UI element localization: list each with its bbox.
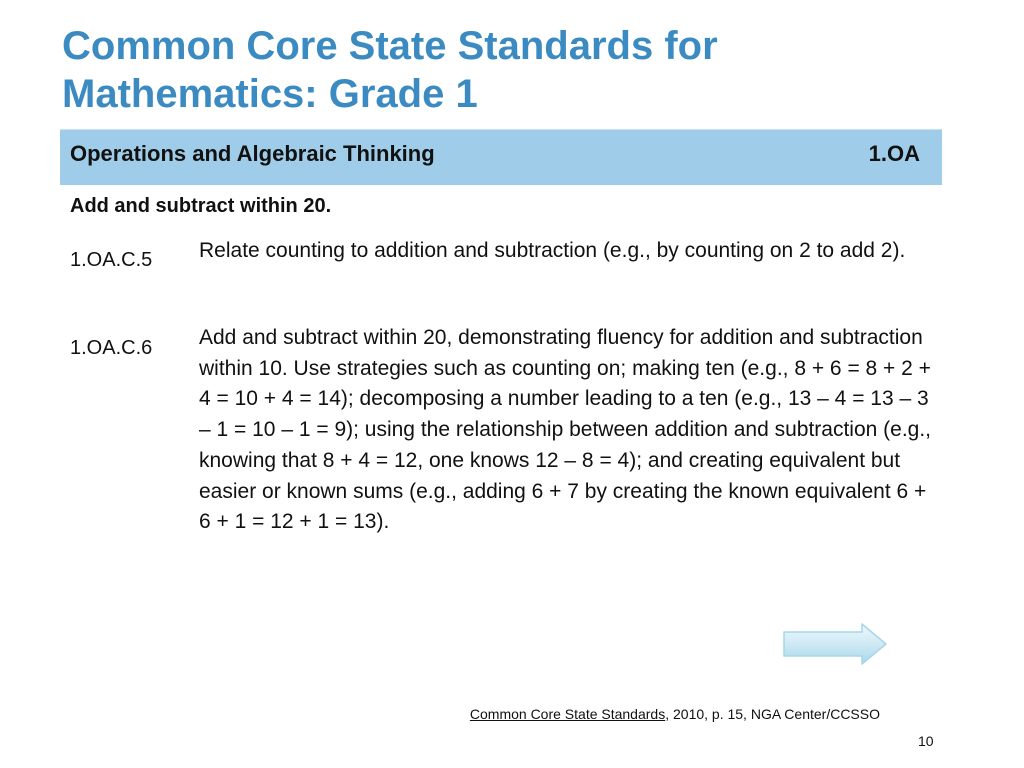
standard-code: 1.OA.C.5 <box>70 249 153 271</box>
domain-name: Operations and Algebraic Thinking <box>70 141 435 166</box>
standard-code: 1.OA.C.6 <box>70 337 153 359</box>
source-citation <box>470 706 880 722</box>
standard-text: Relate counting to addition and subtraction (e.g., by counting on 2 to add 2). <box>199 239 906 262</box>
right-arrow-icon-graphic <box>780 620 892 668</box>
slide-title: Common Core State Standards for Mathematics: Grade 1 <box>62 24 718 116</box>
standard-text: Add and subtract within 20, demonstrating fluency for addition and subtraction within 10. Use strategies such as counting on; making ten (e.g., 8 + 6 = 8 + 2 + 4 = 10 + 4 = 14); decomposing a number leading to a ten (e.g., 13 – 4 = 13 – 3 – 1 = 10 – 1 = 9); using the relationship between addition and subtraction (e.g., knowing that 8 + 4 = 12, one knows 12 – 8 = 4); and creating equivalent but easier or known sums (e.g., adding 6 + 7 by creating the known equivalent 6 + 6 + 1 = 12 + 1 = 13). <box>199 326 931 534</box>
source-link[interactable]: Common Core State Standards <box>469 706 666 722</box>
cluster-heading: Add and subtract within 20. <box>70 195 332 217</box>
domain-code: 1.OA <box>868 141 920 166</box>
page-number: 10 <box>918 733 934 749</box>
source-details: , 2010, p. 15, NGA Center/CCSSO <box>665 706 880 722</box>
domain-header-bar <box>60 129 942 185</box>
right-arrow-icon[interactable] <box>780 620 892 668</box>
